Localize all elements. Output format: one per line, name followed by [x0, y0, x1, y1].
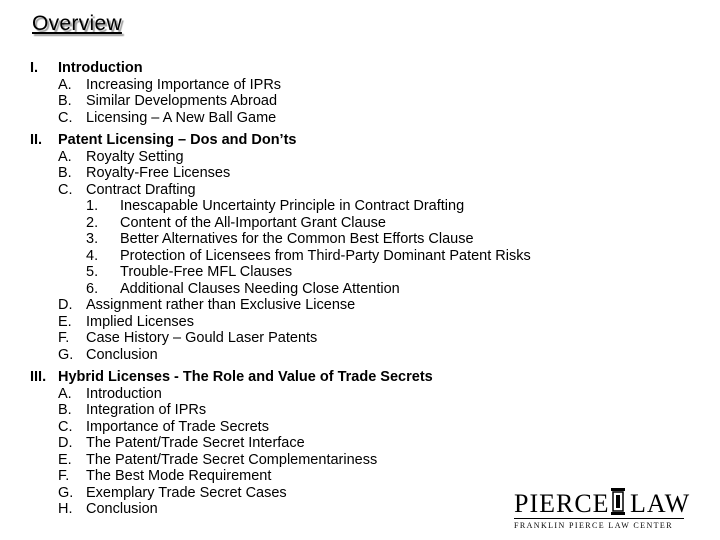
sub-list-item: 5. Trouble-Free MFL Clauses — [86, 264, 293, 280]
pierce-law-logo — [512, 484, 690, 532]
logo-word-law: LAW — [630, 489, 691, 518]
list-item: B. Similar Developments Abroad — [58, 93, 278, 109]
list-item: C. Importance of Trade Secrets — [58, 418, 269, 435]
section-title: Hybrid Licenses - The Role and Value of Trade Secrets — [58, 369, 433, 385]
logo-divider — [514, 518, 684, 519]
list-item: D. The Patent/Trade Secret Interface — [58, 435, 305, 451]
logo-word-pierce: PIERCE — [514, 489, 610, 518]
pillar-icon — [611, 488, 625, 515]
section-number: I. — [30, 60, 39, 76]
list-item: B. Royalty-Free Licenses — [58, 165, 231, 181]
list-item: H. Conclusion — [58, 501, 158, 517]
list-item: E. Implied Licenses — [58, 313, 194, 330]
list-item: C. Licensing – A New Ball Game — [58, 109, 277, 126]
list-item: D. Assignment rather than Exclusive License — [58, 297, 356, 313]
list-item: A. Increasing Importance of IPRs — [58, 76, 282, 93]
slide-title: Overview — [32, 12, 122, 35]
section-number: III. — [30, 369, 47, 385]
list-item: C. Contract Drafting — [58, 181, 196, 198]
sub-list-item: 6. Additional Clauses Needing Close Attention — [86, 280, 400, 297]
list-item: B. Integration of IPRs — [58, 402, 207, 418]
section-number: II. — [30, 132, 43, 148]
list-item: G. Exemplary Trade Secret Cases — [58, 484, 287, 501]
list-item: G. Conclusion — [58, 346, 158, 363]
list-item: A. Royalty Setting — [58, 148, 184, 165]
section-title: Introduction — [58, 60, 143, 76]
outline — [30, 60, 710, 524]
list-item: E. The Patent/Trade Secret Complementariness — [58, 451, 378, 468]
section-title: Patent Licensing – Dos and Don’ts — [58, 132, 297, 148]
sub-list-item: 2. Content of the All-Important Grant Clause — [86, 214, 386, 231]
section-2 — [30, 132, 710, 363]
list-item: F. Case History – Gould Laser Patents — [58, 330, 318, 346]
list-item: F. The Best Mode Requirement — [58, 468, 272, 484]
section-1 — [30, 60, 710, 126]
sub-list-item: 3. Better Alternatives for the Common Best Efforts Clause — [86, 231, 474, 247]
sub-list — [58, 198, 710, 297]
sub-list-item: 4. Protection of Licensees from Third-Party Dominant Patent Risks — [86, 247, 531, 264]
logo-subtitle: FRANKLIN PIERCE LAW CENTER — [514, 521, 673, 530]
list-item: A. Introduction — [58, 385, 162, 402]
sub-list-item: 1. Inescapable Uncertainty Principle in Contract Drafting — [86, 198, 465, 214]
